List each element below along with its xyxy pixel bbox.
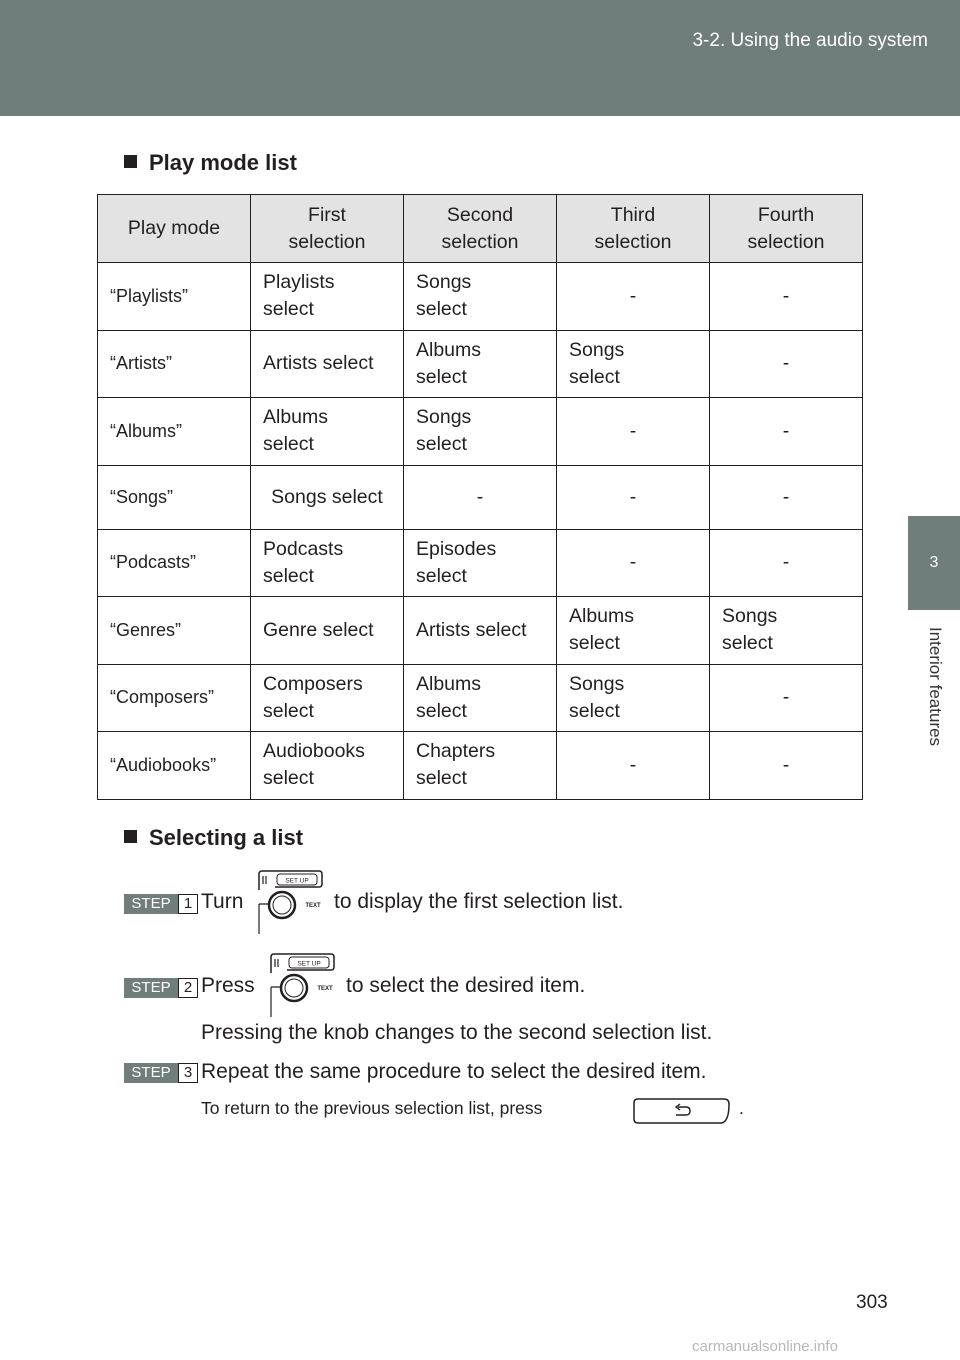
play-mode-title [124, 150, 297, 176]
table-cell: Albums select [404, 664, 557, 732]
column-header: First selection [251, 195, 404, 263]
table-cell: Songs select [557, 330, 710, 398]
back-button-icon [632, 1097, 732, 1125]
column-header: Play mode [98, 195, 251, 263]
table-cell: “Genres” [98, 597, 251, 665]
table-cell: Audiobooks select [251, 732, 404, 800]
step-label: STEP [124, 978, 178, 998]
setup-label: SET UP [285, 877, 309, 885]
chapter-number: 3 [929, 554, 939, 571]
step-2-text-after: to select the desired item. [346, 974, 586, 997]
play-mode-title-text: Play mode list [149, 150, 297, 175]
table-cell: Composers select [251, 664, 404, 732]
step-number: 1 [178, 894, 198, 914]
play-mode-table [97, 194, 863, 800]
table-row [98, 465, 863, 529]
table-row [98, 263, 863, 331]
selecting-title-text: Selecting a list [149, 825, 304, 850]
table-header-row [98, 195, 863, 263]
table-cell: “Albums” [98, 398, 251, 466]
step-number: 3 [178, 1063, 198, 1083]
step-1-text-before: Turn [201, 890, 244, 913]
square-bullet-icon [124, 155, 137, 168]
table-cell: Albums select [557, 597, 710, 665]
table-cell: Albums select [251, 398, 404, 466]
table-cell: - [710, 529, 863, 597]
table-cell: Songs select [404, 398, 557, 466]
table-cell: - [557, 465, 710, 529]
page-header [0, 0, 960, 116]
table-cell: Artists select [251, 330, 404, 398]
table-row [98, 529, 863, 597]
table-row [98, 732, 863, 800]
table-cell: - [557, 398, 710, 466]
chapter-tab [908, 516, 960, 610]
watermark: carmanualsonline.info [692, 1338, 838, 1355]
table-cell: Playlists select [251, 263, 404, 331]
section-heading: 3-2. Using the audio system [692, 30, 928, 51]
table-cell: “Playlists” [98, 263, 251, 331]
table-cell: “Artists” [98, 330, 251, 398]
step-2-note: Pressing the knob changes to the second selection list. [201, 1021, 713, 1044]
step-1-text-after: to display the first selection list. [334, 890, 624, 913]
text-label: TEXT [305, 903, 321, 909]
table-cell: “Audiobooks” [98, 732, 251, 800]
table-cell: Albums select [404, 330, 557, 398]
column-header: Fourth selection [710, 195, 863, 263]
table-cell: Artists select [404, 597, 557, 665]
table-cell: “Songs” [98, 465, 251, 529]
table-cell: Episodes select [404, 529, 557, 597]
step-2-text-before: Press [201, 974, 255, 997]
setup-label: SET UP [297, 960, 321, 968]
table-cell: - [557, 263, 710, 331]
table-row [98, 398, 863, 466]
tune-knob-icon [255, 868, 327, 938]
table-cell: - [710, 732, 863, 800]
step-number: 2 [178, 978, 198, 998]
table-cell: - [557, 732, 710, 800]
chapter-label [908, 610, 960, 810]
square-bullet-icon [124, 830, 137, 843]
table-cell: - [557, 529, 710, 597]
table-cell: - [710, 263, 863, 331]
table-cell: Podcasts select [251, 529, 404, 597]
column-header: Second selection [404, 195, 557, 263]
step-3-note-after: . [739, 1098, 744, 1118]
press-knob-icon [267, 951, 339, 1021]
table-cell: “Composers” [98, 664, 251, 732]
step-label: STEP [124, 1063, 178, 1083]
table-row [98, 597, 863, 665]
table-cell: - [710, 465, 863, 529]
text-label: TEXT [317, 986, 333, 992]
selecting-title [124, 825, 303, 851]
page-number: 303 [856, 1292, 888, 1313]
table-row [98, 664, 863, 732]
table-cell: “Podcasts” [98, 529, 251, 597]
step-label: STEP [124, 894, 178, 914]
table-cell: Genre select [251, 597, 404, 665]
table-row [98, 330, 863, 398]
table-cell: Songs select [557, 664, 710, 732]
table-cell: Songs select [251, 465, 404, 529]
step-3-text: Repeat the same procedure to select the desired item. [201, 1060, 707, 1083]
table-cell: - [404, 465, 557, 529]
chapter-label-text: Interior features [926, 627, 945, 747]
table-cell: - [710, 398, 863, 466]
table-cell: - [710, 664, 863, 732]
table-cell: Songs select [710, 597, 863, 665]
table-cell: Songs select [404, 263, 557, 331]
step-3-note-before: To return to the previous selection list, press [201, 1098, 543, 1118]
table-cell: - [710, 330, 863, 398]
column-header: Third selection [557, 195, 710, 263]
table-cell: Chapters select [404, 732, 557, 800]
